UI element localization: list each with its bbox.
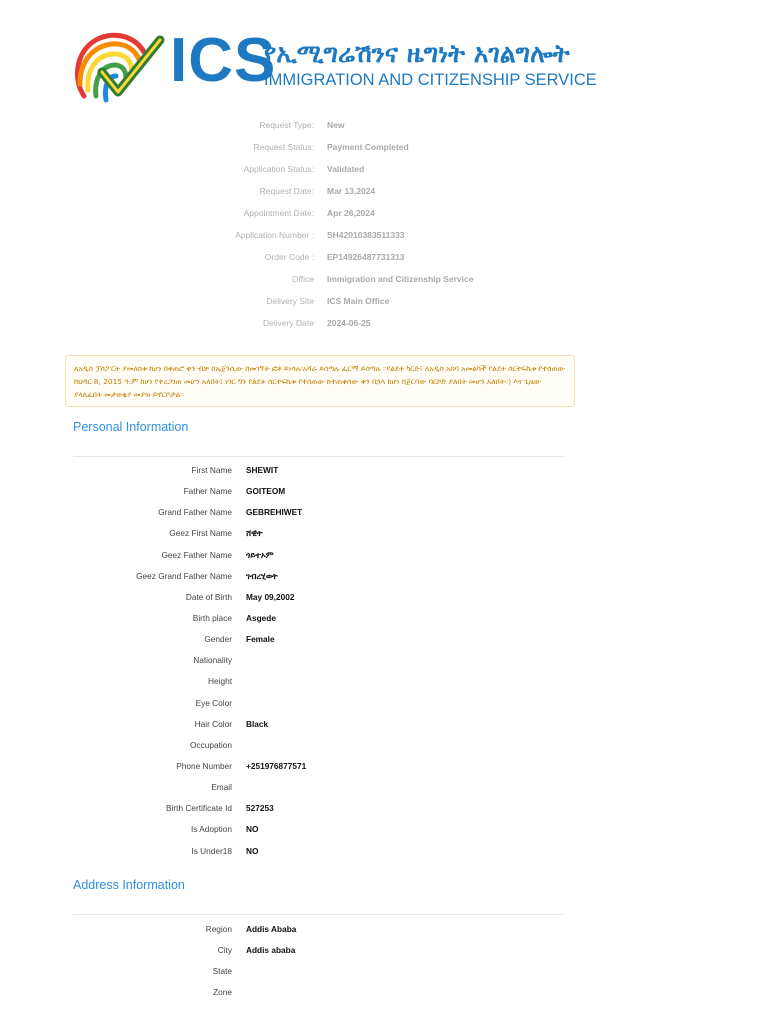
summary-label: Request Type: bbox=[259, 120, 314, 130]
field-birth-place bbox=[0, 609, 768, 630]
field-label: Is Under18 bbox=[191, 845, 232, 856]
field-label: Is Adoption bbox=[190, 824, 232, 835]
field-label: Eye Color bbox=[195, 697, 232, 708]
field-grand-father-name bbox=[0, 503, 768, 524]
agency-name-english: IMMIGRATION AND CITIZENSHIP SERVICE bbox=[264, 71, 597, 89]
field-father-name bbox=[0, 482, 768, 503]
summary-value: Mar 13,2024 bbox=[327, 186, 376, 196]
summary-row bbox=[0, 116, 768, 138]
field-hair-color bbox=[0, 715, 768, 736]
summary-label: Request Status: bbox=[253, 142, 314, 152]
field-value: NO bbox=[246, 845, 259, 856]
field-geez-first-name bbox=[0, 524, 768, 545]
field-label: Geez Father Name bbox=[161, 549, 232, 560]
section-divider bbox=[73, 914, 564, 915]
field-label: Gender bbox=[204, 634, 232, 645]
field-first-name bbox=[0, 461, 768, 482]
summary-value: ICS Main Office bbox=[327, 296, 390, 306]
field-value: Asgede bbox=[246, 612, 276, 623]
field-phone-number bbox=[0, 757, 768, 778]
request-summary bbox=[0, 116, 768, 336]
summary-label: Delivery Site bbox=[266, 296, 314, 306]
field-email bbox=[0, 778, 768, 799]
address-info-title: Address Information bbox=[73, 878, 185, 892]
summary-label: Order Code : bbox=[264, 252, 314, 262]
summary-value: SH42010383511333 bbox=[327, 230, 405, 240]
fingerprint-logo-icon bbox=[66, 26, 166, 106]
field-value: May 09,2002 bbox=[246, 591, 295, 602]
summary-row bbox=[0, 292, 768, 314]
field-label: State bbox=[212, 966, 232, 977]
summary-value: EP14926487731313 bbox=[327, 252, 405, 262]
field-value: Black bbox=[246, 718, 269, 729]
ics-logo bbox=[66, 24, 597, 108]
field-label: City bbox=[217, 945, 232, 956]
summary-value: Apr 26,2024 bbox=[327, 208, 375, 218]
field-value: ጎይተኦም bbox=[246, 549, 274, 560]
notice-alert: ለአዲስ ፓስፖርት ያመለከቱ ከሆነ በቀጠሮ ቀን ብቻ በኤጀንሲው በመገኘት ፎቶ ይነሳሉ፡አሻራ ይሰጣሉ ፈርማ ይሰጣሉ ።የልደት ካርድ፣ ለአዲስ አበባ አመልካች የልደት ሰርተፍኬቱ የተሰጠው ከህዳር 8, 2015 ዓ.ም ከሆነ የተረጋገጠ መሆን አለበት፤ ነገር ግን የልደት ሰርተፍኬቱ የተሰጠው ከተጠቀሰው ቀን በኋላ ከሆነ ከጀርባው ባርኮድ ያለበት መሆን አለበት።) እና ጊዜው ያላለፈበት መታወቂያ መያዝ ይኖርቦታል። bbox=[65, 355, 575, 407]
summary-label: Application Status: bbox=[243, 164, 314, 174]
summary-row bbox=[0, 138, 768, 160]
field-zone bbox=[0, 983, 768, 1004]
field-is-under18 bbox=[0, 842, 768, 863]
field-region bbox=[0, 920, 768, 941]
summary-value: Immigration and Citizenship Service bbox=[327, 274, 474, 284]
summary-row bbox=[0, 204, 768, 226]
field-value: +251976877571 bbox=[246, 760, 307, 771]
summary-label: Delivery Date bbox=[262, 318, 314, 328]
field-state bbox=[0, 962, 768, 983]
field-value: ገብረሂወት bbox=[246, 570, 278, 581]
field-label: Hair Color bbox=[194, 718, 232, 729]
field-value: ሸዊት bbox=[246, 528, 263, 539]
field-birth-certificate-id bbox=[0, 799, 768, 820]
field-label: Father Name bbox=[183, 486, 232, 497]
field-value: SHEWIT bbox=[246, 465, 279, 475]
personal-info-title: Personal Information bbox=[73, 420, 189, 434]
address-info-list bbox=[0, 920, 768, 1005]
field-label: First Name bbox=[191, 465, 232, 475]
summary-label: Request Date: bbox=[259, 186, 314, 196]
field-nationality bbox=[0, 651, 768, 672]
field-label: Zone bbox=[213, 987, 232, 998]
field-label: Birth place bbox=[192, 612, 232, 623]
field-label: Email bbox=[211, 782, 232, 793]
field-label: Geez First Name bbox=[169, 528, 232, 539]
field-label: Height bbox=[208, 676, 232, 687]
section-divider bbox=[73, 456, 564, 457]
summary-label: Application Number : bbox=[235, 230, 314, 240]
field-value: Female bbox=[246, 634, 275, 645]
field-date-of-birth bbox=[0, 588, 768, 609]
summary-value: Validated bbox=[327, 164, 365, 174]
field-geez-grand-father-name bbox=[0, 567, 768, 588]
field-label: Phone Number bbox=[176, 760, 232, 771]
field-label: Geez Grand Father Name bbox=[136, 570, 232, 581]
summary-row bbox=[0, 314, 768, 336]
summary-row bbox=[0, 226, 768, 248]
field-label: Date of Birth bbox=[185, 591, 232, 602]
summary-label: Office bbox=[291, 274, 314, 284]
summary-row bbox=[0, 248, 768, 270]
field-value: 527253 bbox=[246, 803, 274, 814]
field-value: NO bbox=[246, 824, 259, 835]
field-value: Addis Ababa bbox=[246, 924, 297, 934]
summary-label: Appointment Date: bbox=[243, 208, 314, 218]
summary-row bbox=[0, 182, 768, 204]
summary-value: Payment Completed bbox=[327, 142, 409, 152]
field-value: GOITEOM bbox=[246, 486, 286, 497]
field-label: Birth Certificate Id bbox=[166, 803, 232, 814]
field-label: Occupation bbox=[190, 739, 232, 750]
field-city bbox=[0, 941, 768, 962]
logo-ics-text: ICS bbox=[170, 26, 277, 95]
agency-name-amharic: የኢሚግሬሽንና ዜግነት አገልግሎት bbox=[264, 39, 570, 68]
field-value: GEBREHIWET bbox=[246, 507, 303, 518]
field-is-adoption bbox=[0, 820, 768, 841]
summary-row bbox=[0, 270, 768, 292]
field-geez-father-name bbox=[0, 546, 768, 567]
summary-value: 2024-06-25 bbox=[327, 318, 371, 328]
personal-info-list bbox=[0, 461, 768, 863]
summary-value: New bbox=[327, 120, 345, 130]
field-label: Region bbox=[205, 924, 232, 934]
field-height bbox=[0, 672, 768, 693]
field-label: Nationality bbox=[193, 655, 232, 666]
field-label: Grand Father Name bbox=[158, 507, 232, 518]
field-eye-color bbox=[0, 694, 768, 715]
field-occupation bbox=[0, 736, 768, 757]
summary-row bbox=[0, 160, 768, 182]
field-gender bbox=[0, 630, 768, 651]
field-value: Addis ababa bbox=[246, 945, 296, 956]
